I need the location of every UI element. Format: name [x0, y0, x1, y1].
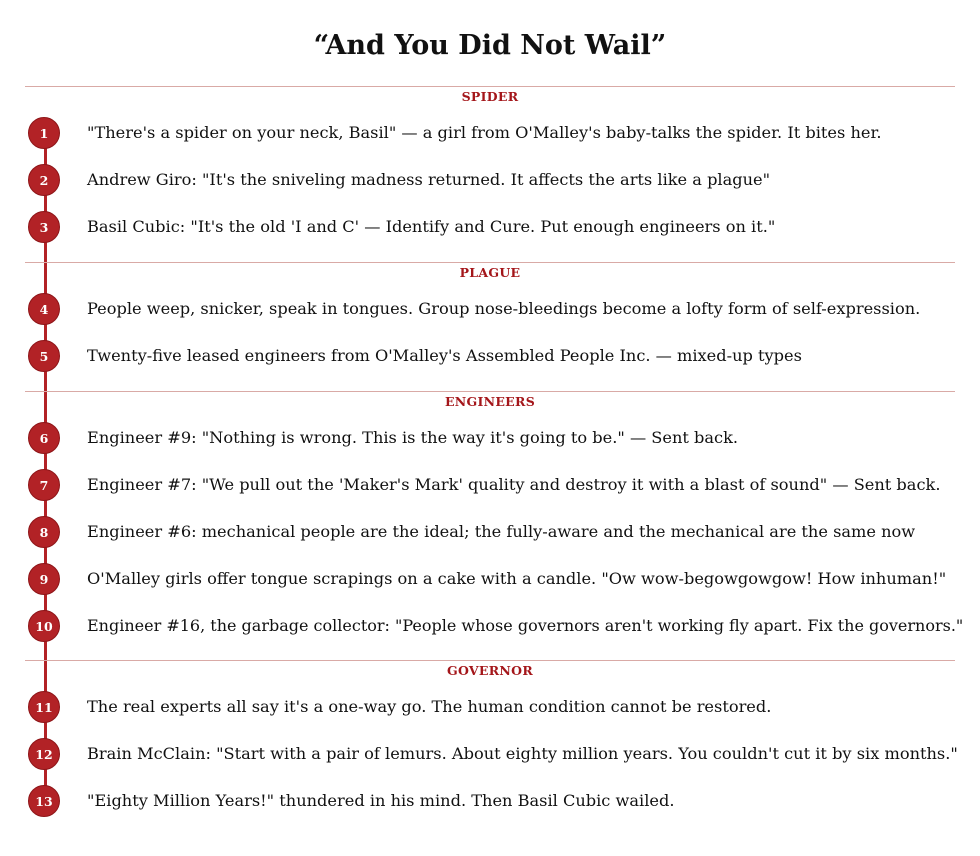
section-divider	[25, 86, 955, 87]
event-text: "There's a spider on your neck, Basil" — a girl from O'Malley's baby-talks the spider. It bites her.	[87, 123, 882, 142]
event-number-badge: 6	[28, 422, 60, 454]
section-divider	[25, 391, 955, 392]
event-number-badge: 11	[28, 691, 60, 723]
event-number-badge: 5	[28, 340, 60, 372]
event-text: O'Malley girls offer tongue scrapings on a cake with a candle. "Ow wow-begowgowgow! How inhuman!"	[87, 569, 947, 588]
event-text: Engineer #6: mechanical people are the ideal; the fully-aware and the mechanical are the same now	[87, 522, 916, 541]
event-number-badge: 3	[28, 211, 60, 243]
event-text: Engineer #7: "We pull out the 'Maker's Mark' quality and destroy it with a blast of sound" — Sent back.	[87, 475, 941, 494]
event-text: Engineer #16, the garbage collector: "People whose governors aren't working fly apart. Fix the governors."	[87, 616, 964, 635]
event-text: Twenty-five leased engineers from O'Malley's Assembled People Inc. — mixed-up types	[87, 346, 802, 365]
section-label-engineers: ENGINEERS	[444, 394, 536, 409]
event-number-badge: 7	[28, 469, 60, 501]
event-number-badge: 9	[28, 563, 60, 595]
event-number-badge: 1	[28, 117, 60, 149]
section-label-spider: SPIDER	[461, 89, 519, 104]
event-text: Basil Cubic: "It's the old 'I and C' — Identify and Cure. Put enough engineers on it."	[87, 217, 776, 236]
event-number-badge: 13	[28, 785, 60, 817]
event-text: "Eighty Million Years!" thundered in his mind. Then Basil Cubic wailed.	[87, 791, 675, 810]
section-label-governor: GOVERNOR	[446, 663, 534, 678]
event-number-badge: 2	[28, 164, 60, 196]
section-divider	[25, 262, 955, 263]
page-title: “And You Did Not Wail”	[313, 30, 667, 61]
event-number-badge: 12	[28, 738, 60, 770]
section-label-plague: PLAGUE	[459, 265, 521, 280]
event-number-badge: 4	[28, 293, 60, 325]
event-text: The real experts all say it's a one-way go. The human condition cannot be restored.	[87, 697, 772, 716]
event-text: Brain McClain: "Start with a pair of lemurs. About eighty million years. You couldn't cut it by six months."	[87, 744, 958, 763]
event-number-badge: 8	[28, 516, 60, 548]
section-divider	[25, 660, 955, 661]
event-number-badge: 10	[28, 610, 60, 642]
event-text: Andrew Giro: "It's the sniveling madness returned. It affects the arts like a plague"	[87, 170, 771, 189]
event-text: Engineer #9: "Nothing is wrong. This is the way it's going to be." — Sent back.	[87, 428, 739, 447]
event-text: People weep, snicker, speak in tongues. Group nose-bleedings become a lofty form of self-expression.	[87, 299, 921, 318]
